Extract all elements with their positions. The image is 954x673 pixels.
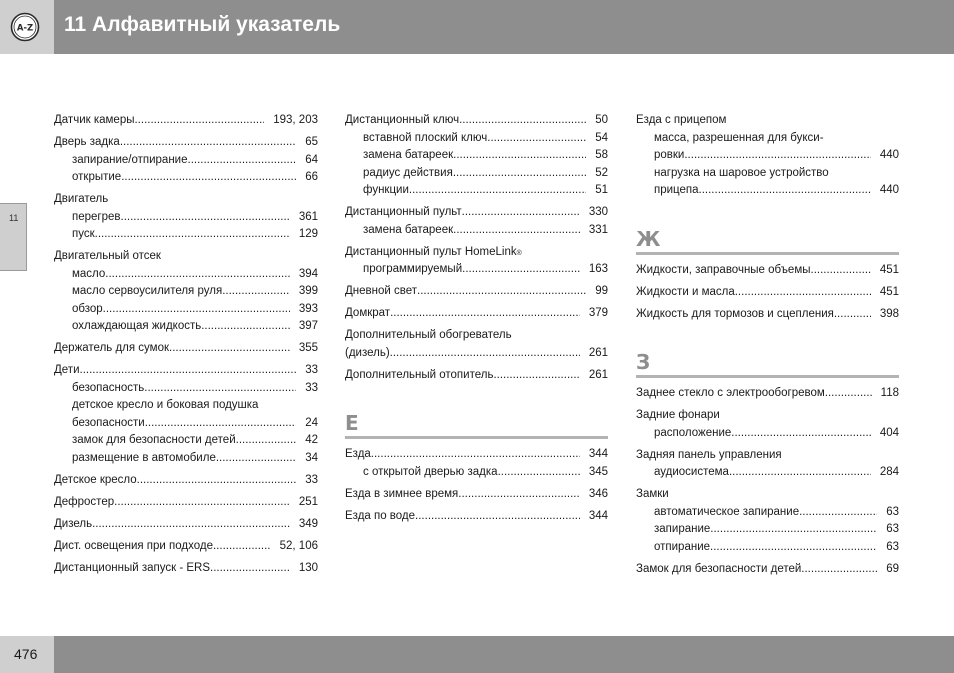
entry-text: Задние фонари bbox=[636, 409, 720, 421]
entry-text: открытие bbox=[72, 171, 122, 183]
index-entry bbox=[54, 112, 318, 130]
entry-text: масло сервоусилителя руля bbox=[72, 285, 223, 297]
entry-text: (дизель) bbox=[345, 346, 390, 359]
index-entry bbox=[54, 516, 318, 534]
page-reference: 404 bbox=[879, 426, 899, 439]
entry-text: Замок для безопасности детей bbox=[636, 562, 802, 575]
dot-leader bbox=[453, 147, 586, 165]
dot-leader bbox=[216, 450, 296, 468]
index-subentry bbox=[54, 380, 318, 398]
entry-text: Замки bbox=[636, 488, 669, 500]
index-subentry bbox=[54, 415, 318, 433]
page-reference: 284 bbox=[879, 466, 899, 478]
entry-text: размещение в автомобиле bbox=[72, 451, 216, 464]
page-reference: 349 bbox=[298, 517, 318, 530]
index-entry bbox=[345, 367, 608, 385]
index-entry bbox=[54, 340, 318, 358]
index-term bbox=[345, 367, 608, 385]
entry-text: вставной плоский ключ bbox=[363, 131, 488, 144]
dot-leader bbox=[801, 561, 877, 579]
index-subentry bbox=[54, 450, 318, 468]
index-subentry bbox=[54, 318, 318, 336]
index-subentry bbox=[636, 182, 899, 200]
section-divider bbox=[636, 252, 899, 255]
page-reference: 42 bbox=[305, 434, 318, 446]
entry-text: Дизель bbox=[54, 517, 93, 530]
index-entry bbox=[345, 112, 608, 200]
entry-text: Езда bbox=[345, 448, 371, 460]
page-reference: 331 bbox=[588, 223, 608, 236]
entry-text: с открытой дверью задка bbox=[363, 465, 498, 478]
section-letter: З bbox=[636, 350, 651, 374]
page-reference: 251 bbox=[298, 495, 318, 508]
a-z-icon bbox=[10, 12, 40, 42]
page-reference: 24 bbox=[305, 416, 318, 429]
entry-text: Жидкости и масла bbox=[636, 285, 735, 298]
svg-text:A-Z: A-Z bbox=[16, 23, 34, 34]
index-entry bbox=[54, 560, 318, 578]
dot-leader bbox=[459, 112, 586, 130]
dot-leader bbox=[493, 367, 579, 385]
entry-text: Дополнительный обогреватель bbox=[345, 329, 512, 341]
page-number-box bbox=[0, 636, 54, 673]
entry-text: прицепа bbox=[654, 184, 699, 196]
index-entry bbox=[54, 538, 318, 556]
page-reference: 129 bbox=[298, 228, 318, 240]
index-term bbox=[636, 112, 899, 130]
entry-text: безопасности bbox=[72, 416, 145, 429]
index-term bbox=[54, 560, 318, 578]
entry-text: аудиосистема bbox=[654, 466, 729, 478]
entry-text: программируемый bbox=[363, 263, 463, 275]
index-entry bbox=[54, 191, 318, 244]
dot-leader bbox=[462, 261, 580, 279]
index-term bbox=[54, 538, 318, 556]
dot-leader bbox=[201, 318, 290, 336]
section-header bbox=[345, 412, 608, 439]
dot-leader bbox=[729, 464, 871, 482]
index-subentry bbox=[345, 165, 608, 183]
index-term bbox=[636, 306, 899, 324]
entry-text: ровки bbox=[654, 149, 685, 161]
index-entry bbox=[636, 407, 899, 442]
index-entry bbox=[636, 262, 899, 280]
index-term bbox=[636, 284, 899, 302]
page-reference: 65 bbox=[305, 136, 318, 148]
entry-text: масса, разрешенная для букси- bbox=[654, 131, 824, 144]
dot-leader bbox=[210, 560, 290, 578]
index-subentry bbox=[345, 130, 608, 148]
page-number: 476 bbox=[14, 646, 38, 662]
index-subentry bbox=[636, 165, 899, 183]
page-reference: 361 bbox=[298, 210, 318, 223]
index-column-3 bbox=[636, 112, 899, 583]
page-title: 11 Алфавитный указатель bbox=[64, 13, 341, 36]
dot-leader bbox=[799, 504, 877, 522]
entry-text: отпирание bbox=[654, 540, 711, 553]
index-subentry bbox=[636, 147, 899, 165]
index-term bbox=[54, 516, 318, 534]
index-entry bbox=[54, 134, 318, 187]
index-entry bbox=[345, 486, 608, 504]
page-reference: 99 bbox=[595, 285, 608, 297]
dot-leader bbox=[371, 446, 580, 464]
dot-leader bbox=[103, 301, 290, 319]
index-entry bbox=[345, 244, 608, 279]
dot-leader bbox=[684, 147, 870, 165]
page-reference: 346 bbox=[588, 487, 608, 500]
page-reference: 330 bbox=[588, 206, 608, 218]
entry-text: пуск bbox=[72, 228, 95, 240]
page-reference: 451 bbox=[879, 263, 899, 276]
entry-text: детское кресло и боковая подушка bbox=[72, 399, 259, 411]
page-reference: 51 bbox=[595, 184, 608, 196]
index-column-2 bbox=[345, 112, 608, 530]
index-subentry bbox=[54, 432, 318, 450]
entry-text: Заднее стекло с электрообогревом bbox=[636, 387, 825, 399]
index-term bbox=[54, 494, 318, 512]
index-term bbox=[345, 204, 608, 222]
index-entry bbox=[345, 283, 608, 301]
entry-text: запирание bbox=[654, 523, 711, 535]
page-reference: 33 bbox=[305, 364, 318, 376]
dot-leader bbox=[114, 494, 290, 512]
page-reference: 344 bbox=[588, 448, 608, 460]
page-reference: 69 bbox=[886, 562, 899, 575]
index-entry bbox=[54, 362, 318, 467]
dot-leader bbox=[80, 362, 297, 380]
dot-leader bbox=[121, 169, 296, 187]
entry-text: Езда с прицепом bbox=[636, 114, 727, 126]
entry-text: радиус действия bbox=[363, 166, 453, 179]
index-subentry bbox=[636, 539, 899, 557]
dot-leader bbox=[95, 226, 290, 244]
index-entry bbox=[636, 486, 899, 556]
index-entry bbox=[54, 248, 318, 336]
entry-text: Езда в зимнее время bbox=[345, 487, 459, 500]
index-subentry bbox=[345, 222, 608, 240]
page-reference: 379 bbox=[588, 307, 608, 319]
page-reference: 58 bbox=[595, 149, 608, 161]
dot-leader bbox=[710, 539, 877, 557]
page-reference: 63 bbox=[886, 505, 899, 518]
dot-leader bbox=[462, 204, 580, 222]
entry-text: автоматическое запирание bbox=[654, 505, 800, 518]
index-entry bbox=[636, 112, 899, 200]
page-reference: 52 bbox=[595, 166, 608, 179]
index-subentry bbox=[636, 464, 899, 482]
index-term bbox=[54, 134, 318, 152]
index-entry bbox=[636, 306, 899, 324]
page-reference: 440 bbox=[879, 149, 899, 161]
entry-text: Детское кресло bbox=[54, 473, 137, 486]
index-subentry bbox=[345, 147, 608, 165]
index-term bbox=[636, 447, 899, 465]
page-reference: 398 bbox=[879, 307, 899, 320]
index-term bbox=[54, 191, 318, 209]
entry-text: функции bbox=[363, 184, 409, 196]
index-subentry bbox=[345, 182, 608, 200]
chapter-side-tab bbox=[0, 203, 27, 271]
index-term bbox=[54, 340, 318, 358]
entry-text: нагрузка на шаровое устройство bbox=[654, 166, 829, 179]
page-reference: 118 bbox=[880, 387, 899, 399]
index-subentry bbox=[54, 266, 318, 284]
index-term bbox=[345, 446, 608, 464]
index-entry bbox=[345, 305, 608, 323]
page-reference: 394 bbox=[298, 267, 318, 280]
dot-leader bbox=[121, 209, 290, 227]
dot-leader bbox=[415, 508, 580, 526]
dot-leader bbox=[498, 464, 580, 482]
entry-text: Дистанционный ключ bbox=[345, 114, 460, 126]
page-reference: 63 bbox=[886, 540, 899, 553]
index-subentry bbox=[54, 169, 318, 187]
entry-text: Двигательный отсек bbox=[54, 250, 161, 262]
index-entry bbox=[636, 385, 899, 403]
page-reference: 261 bbox=[588, 346, 608, 359]
index-icon-box bbox=[0, 0, 54, 54]
page-reference: 66 bbox=[305, 171, 318, 183]
index-subentry bbox=[636, 504, 899, 522]
dot-leader bbox=[236, 432, 297, 450]
section-divider bbox=[636, 375, 899, 378]
dot-leader bbox=[134, 112, 264, 130]
page-reference: 163 bbox=[588, 263, 608, 275]
dot-leader bbox=[188, 152, 297, 170]
index-entry bbox=[345, 508, 608, 526]
dot-leader bbox=[390, 345, 580, 363]
page-reference: 130 bbox=[298, 561, 318, 574]
dot-leader bbox=[222, 283, 290, 301]
entry-text: охлаждающая жидкость bbox=[72, 320, 202, 332]
dot-leader bbox=[458, 486, 580, 504]
entry-text: Дистанционный пульт bbox=[345, 206, 462, 218]
index-term bbox=[345, 305, 608, 323]
entry-text: Дист. освещения при подходе bbox=[54, 539, 213, 552]
dot-leader bbox=[699, 182, 871, 200]
entry-text: замена батареек bbox=[363, 149, 454, 161]
index-entry bbox=[54, 494, 318, 512]
page-reference: 64 bbox=[305, 153, 318, 166]
index-entry bbox=[345, 204, 608, 239]
page-reference: 393 bbox=[298, 302, 318, 315]
dot-leader bbox=[144, 380, 296, 398]
index-subentry bbox=[636, 521, 899, 539]
dot-leader bbox=[145, 415, 297, 433]
index-term bbox=[636, 385, 899, 403]
chapter-side-tab-label: 11 bbox=[9, 213, 19, 223]
dot-leader bbox=[487, 130, 586, 148]
entry-text: перегрев bbox=[72, 210, 121, 223]
index-entry bbox=[54, 472, 318, 490]
index-subentry bbox=[54, 301, 318, 319]
entry-text: обзор bbox=[72, 302, 103, 315]
dot-leader bbox=[811, 262, 871, 280]
index-term bbox=[345, 112, 608, 130]
index-term bbox=[345, 508, 608, 526]
index-term bbox=[636, 561, 899, 579]
index-subentry bbox=[345, 261, 608, 279]
entry-text: безопасность bbox=[72, 381, 145, 394]
entry-text: расположение bbox=[654, 426, 732, 439]
entry-text: Дети bbox=[54, 364, 80, 376]
page-reference: 345 bbox=[588, 465, 608, 478]
page-footer bbox=[0, 636, 954, 673]
index-entry bbox=[345, 327, 608, 362]
page-reference: 33 bbox=[305, 473, 318, 486]
dot-leader bbox=[825, 385, 872, 403]
entry-text: Домкрат bbox=[345, 307, 391, 319]
page-reference: 50 bbox=[595, 114, 608, 126]
entry-text: Дополнительный отопитель bbox=[345, 368, 494, 381]
entry-text: Жидкость для тормозов и сцепления bbox=[636, 307, 834, 320]
page-reference: 63 bbox=[886, 523, 899, 535]
page-reference: 397 bbox=[298, 320, 318, 332]
entry-text: Дневной свет bbox=[345, 285, 418, 297]
index-subentry bbox=[54, 283, 318, 301]
page-header bbox=[0, 0, 954, 54]
entry-text: Держатель для сумок bbox=[54, 342, 170, 354]
page-reference: 440 bbox=[879, 184, 899, 196]
dot-leader bbox=[710, 521, 877, 539]
index-term bbox=[345, 345, 608, 363]
dot-leader bbox=[92, 516, 290, 534]
dot-leader bbox=[137, 472, 297, 490]
dot-leader bbox=[453, 165, 586, 183]
index-entry bbox=[636, 561, 899, 579]
entry-text: Дефростер bbox=[54, 495, 115, 508]
dot-leader bbox=[409, 182, 586, 200]
dot-leader bbox=[169, 340, 290, 358]
index-subentry bbox=[54, 397, 318, 415]
index-subentry bbox=[54, 226, 318, 244]
page-reference: 451 bbox=[879, 285, 899, 298]
section-header bbox=[636, 228, 899, 255]
index-column-1 bbox=[54, 112, 318, 582]
entry-text: Дистанционный пульт HomeLink bbox=[345, 245, 517, 258]
entry-text: Дверь задка bbox=[54, 136, 120, 148]
entry-text: замок для безопасности детей bbox=[72, 434, 236, 446]
index-subentry bbox=[54, 209, 318, 227]
page-reference: 344 bbox=[588, 509, 608, 522]
entry-text: Жидкости, заправочные объемы bbox=[636, 263, 811, 276]
index-term bbox=[345, 327, 608, 345]
index-term bbox=[636, 407, 899, 425]
index-term: Дистанционный пульт HomeLink ® bbox=[345, 244, 608, 262]
index-term bbox=[54, 362, 318, 380]
index-term bbox=[345, 486, 608, 504]
dot-leader bbox=[390, 305, 580, 323]
index-term bbox=[54, 472, 318, 490]
entry-text: замена батареек bbox=[363, 223, 454, 236]
entry-text: Задняя панель управления bbox=[636, 448, 782, 461]
index-entry bbox=[345, 446, 608, 481]
dot-leader bbox=[213, 538, 271, 556]
index-term bbox=[636, 486, 899, 504]
section-header bbox=[636, 351, 899, 378]
index-term bbox=[636, 262, 899, 280]
dot-leader bbox=[453, 222, 580, 240]
section-letter: Ж bbox=[636, 226, 661, 251]
dot-leader bbox=[417, 283, 586, 301]
page-reference: 355 bbox=[298, 342, 318, 354]
index-entry bbox=[636, 447, 899, 482]
page-reference: 52, 106 bbox=[279, 539, 318, 552]
index-subentry bbox=[636, 425, 899, 443]
index-term bbox=[54, 112, 318, 130]
page-reference: 33 bbox=[305, 381, 318, 394]
page-reference: 34 bbox=[305, 451, 318, 464]
section-letter: Е bbox=[345, 411, 359, 435]
dot-leader bbox=[120, 134, 296, 152]
section-divider bbox=[345, 436, 608, 439]
dot-leader bbox=[105, 266, 290, 284]
dot-leader bbox=[834, 306, 871, 324]
index-subentry bbox=[345, 464, 608, 482]
entry-text: масло bbox=[72, 267, 106, 280]
page-reference: 193, 203 bbox=[273, 114, 318, 126]
dot-leader bbox=[731, 425, 871, 443]
entry-text: Дистанционный запуск - ERS bbox=[54, 561, 211, 574]
page-reference: 261 bbox=[588, 368, 608, 381]
entry-text: Езда по воде bbox=[345, 509, 416, 522]
index-subentry bbox=[636, 130, 899, 148]
index-term bbox=[345, 283, 608, 301]
entry-text: запирание/отпирание bbox=[72, 153, 188, 166]
index-term bbox=[54, 248, 318, 266]
dot-leader bbox=[735, 284, 871, 302]
page-reference: 399 bbox=[298, 285, 318, 297]
index-entry bbox=[636, 284, 899, 302]
page-reference: 54 bbox=[595, 131, 608, 144]
entry-text: Датчик камеры bbox=[54, 114, 135, 126]
index-subentry bbox=[54, 152, 318, 170]
entry-text: Двигатель bbox=[54, 193, 109, 205]
